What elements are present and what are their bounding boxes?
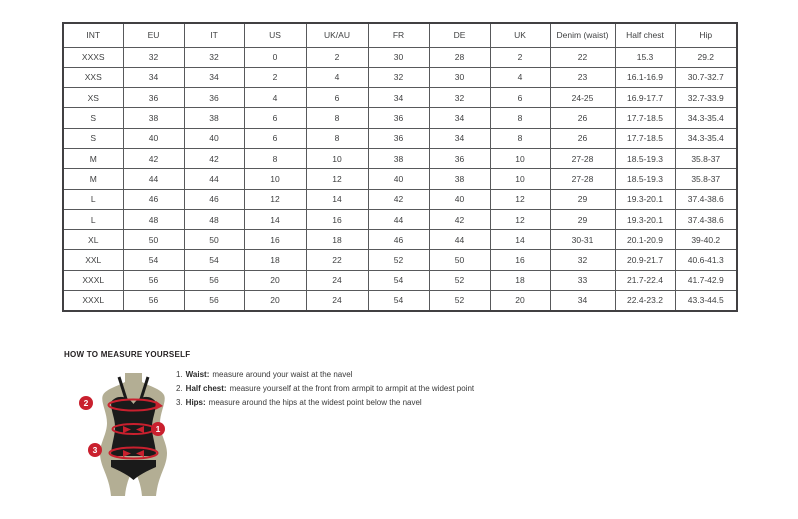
table-cell: 6 <box>306 88 368 108</box>
measurement-figure <box>78 372 190 500</box>
table-cell: 30.7-32.7 <box>675 67 737 87</box>
table-cell: 54 <box>184 250 244 270</box>
instruction-label: Hips: <box>185 398 206 407</box>
table-cell: 12 <box>490 189 550 209</box>
table-cell: S <box>63 128 123 148</box>
table-cell: 54 <box>123 250 184 270</box>
table-cell: 24-25 <box>550 88 615 108</box>
table-row <box>63 209 737 229</box>
table-cell: 23 <box>550 67 615 87</box>
table-row <box>63 67 737 87</box>
table-cell: 8 <box>490 108 550 128</box>
table-cell: 8 <box>306 128 368 148</box>
table-cell: 34 <box>429 128 490 148</box>
size-chart-body <box>63 47 737 311</box>
table-cell: 38 <box>123 108 184 128</box>
table-cell: 14 <box>244 209 306 229</box>
column-header-int: INT <box>63 23 123 47</box>
table-cell: 32 <box>550 250 615 270</box>
table-cell: 18.5-19.3 <box>615 148 675 168</box>
table-cell: 34 <box>429 108 490 128</box>
column-header-it: IT <box>184 23 244 47</box>
measure-instructions-list <box>176 371 474 413</box>
table-cell: 14 <box>306 189 368 209</box>
table-cell: 56 <box>184 270 244 290</box>
instruction-text: measure yourself at the front from armpit to armpit at the widest point <box>229 384 475 393</box>
table-cell: 30 <box>368 47 429 67</box>
table-cell: 2 <box>306 47 368 67</box>
column-header-eu: EU <box>123 23 184 47</box>
column-header-ukau: UK/AU <box>306 23 368 47</box>
table-cell: 22 <box>306 250 368 270</box>
table-cell: 32 <box>184 47 244 67</box>
table-row <box>63 47 737 67</box>
table-cell: 30 <box>429 67 490 87</box>
table-cell: 24 <box>306 270 368 290</box>
table-cell: 34 <box>123 67 184 87</box>
table-cell: 33 <box>550 270 615 290</box>
column-header-denim-waist: Denim (waist) <box>550 23 615 47</box>
instruction-number: 3. <box>176 398 183 407</box>
table-cell: XXXS <box>63 47 123 67</box>
size-chart-header-row <box>63 23 737 47</box>
table-cell: 56 <box>184 291 244 311</box>
table-cell: 41.7-42.9 <box>675 270 737 290</box>
table-cell: 18 <box>306 230 368 250</box>
table-cell: 38 <box>368 148 429 168</box>
column-header-hip: Hip <box>675 23 737 47</box>
table-row <box>63 230 737 250</box>
table-cell: 44 <box>429 230 490 250</box>
table-cell: 18.5-19.3 <box>615 169 675 189</box>
table-cell: 34.3-35.4 <box>675 108 737 128</box>
table-cell: 20.9-21.7 <box>615 250 675 270</box>
instruction-text: measure around your waist at the navel <box>212 370 353 379</box>
table-cell: 24 <box>306 291 368 311</box>
table-cell: 50 <box>184 230 244 250</box>
table-row <box>63 128 737 148</box>
callout-hips <box>88 443 102 457</box>
table-cell: 38 <box>429 169 490 189</box>
measure-instruction-waist <box>176 371 474 380</box>
table-row <box>63 148 737 168</box>
table-cell: 2 <box>490 47 550 67</box>
column-header-half-chest: Half chest <box>615 23 675 47</box>
table-cell: 16 <box>244 230 306 250</box>
table-cell: 35.8-37 <box>675 148 737 168</box>
table-cell: 6 <box>244 108 306 128</box>
size-chart-table <box>62 22 738 312</box>
table-cell: 42 <box>429 209 490 229</box>
table-cell: 8 <box>306 108 368 128</box>
callout-waist <box>151 422 165 436</box>
table-cell: 8 <box>244 148 306 168</box>
table-cell: 6 <box>490 88 550 108</box>
table-cell: 44 <box>184 169 244 189</box>
table-cell: 16 <box>490 250 550 270</box>
table-cell: 34.3-35.4 <box>675 128 737 148</box>
table-cell: XXXL <box>63 291 123 311</box>
table-cell: 46 <box>123 189 184 209</box>
table-cell: XL <box>63 230 123 250</box>
callout-chest <box>79 396 93 410</box>
table-cell: 29 <box>550 189 615 209</box>
table-cell: XS <box>63 88 123 108</box>
table-row <box>63 169 737 189</box>
table-cell: 20 <box>244 270 306 290</box>
table-cell: 8 <box>490 128 550 148</box>
instruction-label: Half chest: <box>185 384 227 393</box>
column-header-us: US <box>244 23 306 47</box>
table-cell: 10 <box>490 148 550 168</box>
mannequin-illustration <box>78 372 190 500</box>
table-cell: 16.1-16.9 <box>615 67 675 87</box>
table-cell: 44 <box>123 169 184 189</box>
column-header-uk: UK <box>490 23 550 47</box>
table-row <box>63 270 737 290</box>
instruction-number: 2. <box>176 384 183 393</box>
table-cell: 15.3 <box>615 47 675 67</box>
table-cell: 12 <box>306 169 368 189</box>
table-cell: 16 <box>306 209 368 229</box>
table-cell: 19.3-20.1 <box>615 189 675 209</box>
column-header-fr: FR <box>368 23 429 47</box>
table-cell: 14 <box>490 230 550 250</box>
table-cell: 21.7-22.4 <box>615 270 675 290</box>
table-cell: 42 <box>368 189 429 209</box>
table-cell: 20.1-20.9 <box>615 230 675 250</box>
table-cell: 42 <box>184 148 244 168</box>
table-cell: 18 <box>244 250 306 270</box>
table-cell: 36 <box>429 148 490 168</box>
table-cell: S <box>63 108 123 128</box>
table-cell: M <box>63 148 123 168</box>
table-cell: 50 <box>123 230 184 250</box>
table-cell: 40.6-41.3 <box>675 250 737 270</box>
table-cell: 36 <box>368 108 429 128</box>
table-cell: 17.7-18.5 <box>615 128 675 148</box>
table-cell: L <box>63 209 123 229</box>
table-cell: 48 <box>184 209 244 229</box>
table-cell: 46 <box>184 189 244 209</box>
table-cell: 34 <box>550 291 615 311</box>
table-cell: XXXL <box>63 270 123 290</box>
table-cell: 42 <box>123 148 184 168</box>
table-cell: 32 <box>123 47 184 67</box>
table-cell: 4 <box>306 67 368 87</box>
table-row <box>63 108 737 128</box>
table-cell: 52 <box>429 270 490 290</box>
callout-hips-number: 3 <box>92 445 98 455</box>
table-cell: 30-31 <box>550 230 615 250</box>
table-cell: 10 <box>306 148 368 168</box>
table-cell: L <box>63 189 123 209</box>
table-cell: 4 <box>490 67 550 87</box>
table-row <box>63 88 737 108</box>
table-cell: 0 <box>244 47 306 67</box>
table-cell: 40 <box>123 128 184 148</box>
table-cell: 56 <box>123 291 184 311</box>
table-cell: 26 <box>550 128 615 148</box>
column-header-de: DE <box>429 23 490 47</box>
callout-chest-number: 2 <box>83 398 89 408</box>
table-cell: 18 <box>490 270 550 290</box>
table-cell: 36 <box>368 128 429 148</box>
table-cell: 22 <box>550 47 615 67</box>
table-cell: 27-28 <box>550 148 615 168</box>
table-cell: 19.3-20.1 <box>615 209 675 229</box>
table-cell: 54 <box>368 270 429 290</box>
instruction-number: 1. <box>176 370 183 379</box>
table-cell: XXS <box>63 67 123 87</box>
measure-instruction-hips <box>176 399 474 408</box>
table-row <box>63 189 737 209</box>
table-cell: 10 <box>244 169 306 189</box>
table-cell: 35.8-37 <box>675 169 737 189</box>
table-cell: 32 <box>368 67 429 87</box>
instruction-label: Waist: <box>185 370 210 379</box>
instruction-text: measure around the hips at the widest point below the navel <box>208 398 422 407</box>
table-cell: 34 <box>368 88 429 108</box>
table-cell: 43.3-44.5 <box>675 291 737 311</box>
table-cell: 29.2 <box>675 47 737 67</box>
table-cell: 52 <box>429 291 490 311</box>
table-cell: M <box>63 169 123 189</box>
table-cell: XXL <box>63 250 123 270</box>
measure-section-heading: HOW TO MEASURE YOURSELF <box>64 350 191 359</box>
table-cell: 6 <box>244 128 306 148</box>
table-cell: 38 <box>184 108 244 128</box>
table-cell: 12 <box>244 189 306 209</box>
table-cell: 44 <box>368 209 429 229</box>
table-cell: 26 <box>550 108 615 128</box>
table-cell: 40 <box>429 189 490 209</box>
table-cell: 20 <box>490 291 550 311</box>
table-cell: 39-40.2 <box>675 230 737 250</box>
table-cell: 16.9-17.7 <box>615 88 675 108</box>
table-cell: 50 <box>429 250 490 270</box>
table-cell: 37.4-38.6 <box>675 189 737 209</box>
table-cell: 17.7-18.5 <box>615 108 675 128</box>
table-cell: 32 <box>429 88 490 108</box>
table-row <box>63 250 737 270</box>
table-cell: 12 <box>490 209 550 229</box>
table-cell: 22.4-23.2 <box>615 291 675 311</box>
table-cell: 20 <box>244 291 306 311</box>
table-cell: 40 <box>184 128 244 148</box>
table-cell: 40 <box>368 169 429 189</box>
table-cell: 4 <box>244 88 306 108</box>
table-cell: 52 <box>368 250 429 270</box>
table-cell: 48 <box>123 209 184 229</box>
table-cell: 32.7-33.9 <box>675 88 737 108</box>
table-cell: 2 <box>244 67 306 87</box>
callout-waist-number: 1 <box>155 424 161 434</box>
table-cell: 54 <box>368 291 429 311</box>
table-cell: 37.4-38.6 <box>675 209 737 229</box>
table-cell: 10 <box>490 169 550 189</box>
table-cell: 56 <box>123 270 184 290</box>
table-cell: 28 <box>429 47 490 67</box>
measure-instruction-half-chest <box>176 385 474 394</box>
table-cell: 46 <box>368 230 429 250</box>
table-cell: 29 <box>550 209 615 229</box>
table-row <box>63 291 737 311</box>
table-cell: 34 <box>184 67 244 87</box>
table-cell: 36 <box>123 88 184 108</box>
table-cell: 27-28 <box>550 169 615 189</box>
table-cell: 36 <box>184 88 244 108</box>
